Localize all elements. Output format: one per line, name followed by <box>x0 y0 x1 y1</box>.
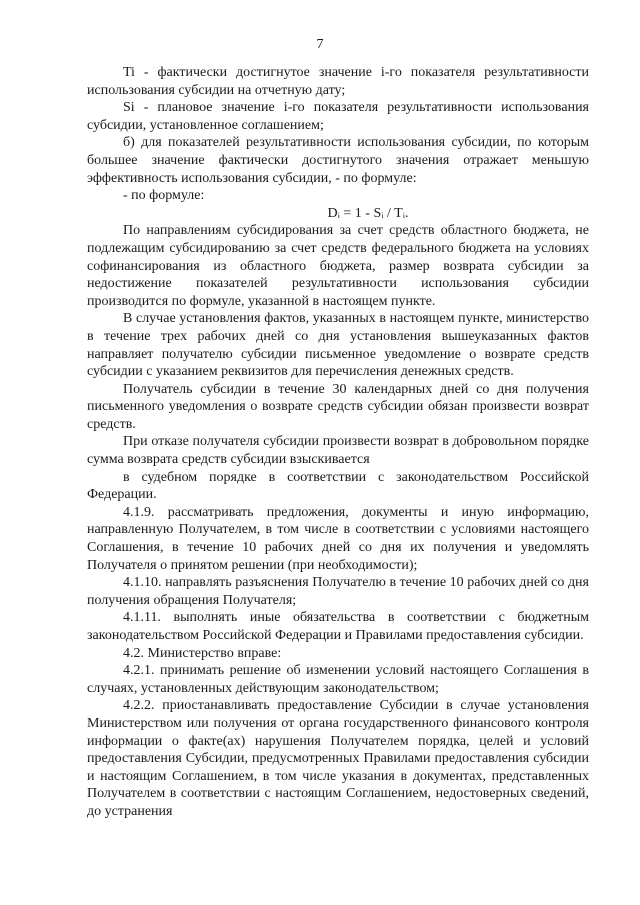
document-body <box>87 64 589 821</box>
paragraph-si-definition: Si - плановое значение i-го показателя результативности использования субсидии, установленное соглашением; <box>87 100 589 133</box>
paragraph-by-formula: - по формуле: <box>123 188 205 204</box>
paragraph-4-2: 4.2. Министерство вправе: <box>123 645 282 661</box>
paragraph-b-indicators: б) для показателей результативности использования субсидии, по которым большее значение фактически достигнутого значения отражает меньшую эффективность использования субсидии, - по формуле: <box>87 135 589 186</box>
paragraph-regional-budget: По направлениям субсидирования за счет средств областного бюджета, не подлежащим субсидированию за счет средств федерального бюджета на условиях софинансирования из областного бюджета, размер возврата субсидии за недостижение показателей результативности использования субсидии производится по формуле, указанной в настоящем пункте. <box>87 223 589 309</box>
paragraph-refusal: При отказе получателя субсидии произвести возврат в добровольном порядке сумма возврата средств субсидии взыскивается <box>87 434 589 468</box>
paragraph-4-1-11: 4.1.11. выполнять иные обязательства в соответствии с бюджетным законодательством Российской Федерации и Правилами предоставления субсидии. <box>87 610 589 643</box>
paragraph-court-order: в судебном порядке в соответствии с законодательством Российской Федерации. <box>87 469 589 503</box>
page-number: 7 <box>316 37 324 52</box>
paragraph-4-1-10: 4.1.10. направлять разъяснения Получателю в течение 10 рабочих дней со дня получения обращения Получателя; <box>87 575 589 608</box>
paragraph-30-days-refund: Получатель субсидии в течение 30 календарных дней со дня получения письменного уведомления о возврате средств субсидии обязан произвести возврат средств. <box>87 381 589 432</box>
paragraph-facts-established: В случае установления фактов, указанных в настоящем пункте, министерство в течение трех рабочих дней со дня установления вышеуказанных фактов направляет получателю субсидии письменное уведомление о возврате средств субсидии с указанием реквизитов для перечисления денежных средств. <box>87 311 589 380</box>
formula-di: Dᵢ = 1 - Sᵢ / Tᵢ. <box>327 205 409 221</box>
paragraph-4-1-9: 4.1.9. рассматривать предложения, документы и иную информацию, направленную Получателем, в том числе в соответствии с условиями настоящего Соглашения, в течение 10 рабочих дней со дня их получения и уведомлять Получателя о принятом решении (при необходимости); <box>87 504 589 573</box>
paragraph-4-2-2: 4.2.2. приостанавливать предоставление Субсидии в случае установления Министерством или получения от органа государственного финансового контроля информации о факте(ах) нарушения Получателем порядка, целей и условий предоставления Субсидии, предусмотренных Правилами предоставления субсидии и настоящим Соглашением, в том числе указания в документах, представленных Получателем в соответствии с настоящим Соглашением, недостоверных сведений, до устранения <box>87 698 589 819</box>
paragraph-4-2-1: 4.2.1. принимать решение об изменении условий настоящего Соглашения в случаях, установленных действующим законодательством; <box>87 663 589 696</box>
formula-line <box>87 205 589 223</box>
paragraph-ti-definition: Ti - фактически достигнутое значение i-го показателя результативности использования субсидии на отчетную дату; <box>87 65 589 98</box>
